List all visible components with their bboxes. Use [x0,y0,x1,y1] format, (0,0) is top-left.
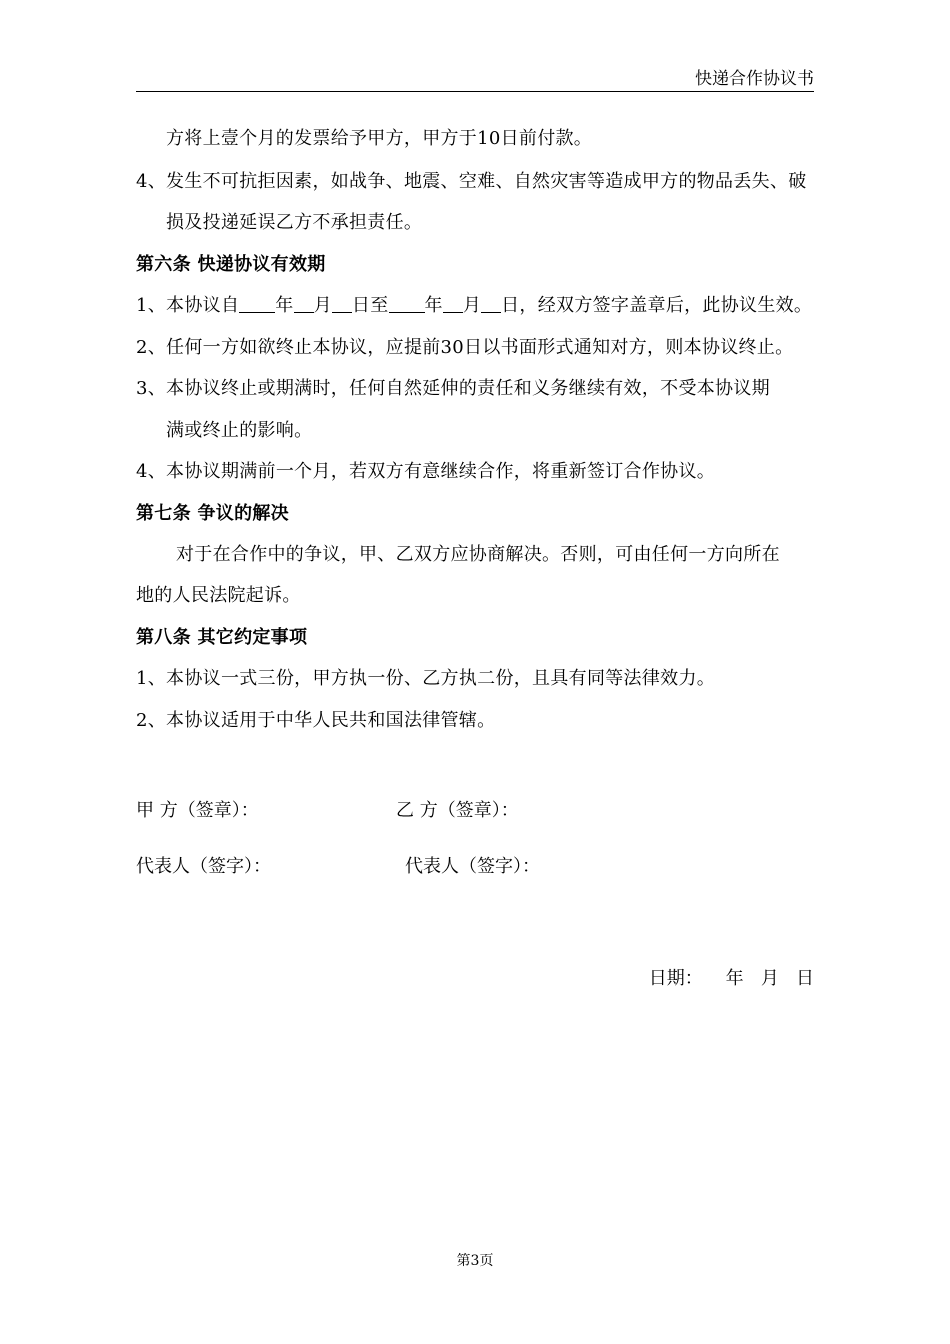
blank-day-end[interactable] [481,295,501,313]
clause-5-4-cont: 损及投递延误乙方不承担责任。 [166,212,423,233]
clause-6-1-g: 日，经双方签字盖章后，此协议生效。 [501,295,813,316]
clause-6-3: 3、本协议终止或期满时，任何自然延伸的责任和义务继续有效，不受本协议期 [136,378,770,399]
clause-6-1-a: 1、本协议自 [136,295,240,316]
clause-6-1-f: 月 [462,295,482,316]
clause-6-1 [136,295,812,317]
blank-month-start[interactable] [294,295,314,313]
clause-6-1-e: 年 [424,295,443,316]
party-a-seal-label: 甲 方（签章）： [136,800,259,821]
section-8-title: 第八条 其它约定事项 [136,627,308,648]
header-rule [136,91,814,92]
section-6-title: 第六条 快递协议有效期 [136,254,326,275]
clause-8-1: 1、本协议一式三份，甲方执一份、乙方执二份，且具有同等法律效力。 [136,668,716,689]
clause-5-4: 4、发生不可抗拒因素，如战争、地震、空难、自然灾害等造成甲方的物品丢失、破 [136,171,807,192]
clause-8-2: 2、本协议适用于中华人民共和国法律管辖。 [136,710,496,731]
paragraph-line: 方将上壹个月的发票给予甲方，甲方于10日前付款。 [166,128,593,149]
section-7-para-cont: 地的人民法院起诉。 [136,585,301,606]
rep-a-sign-label: 代表人（签字）： [136,856,271,877]
section-7-title: 第七条 争议的解决 [136,503,289,524]
header-title: 快递合作协议书 [695,69,814,89]
blank-year-end[interactable] [389,295,425,313]
blank-year-start[interactable] [239,295,275,313]
clause-6-2: 2、任何一方如欲终止本协议，应提前30日以书面形式通知对方，则本协议终止。 [136,337,794,358]
blank-month-end[interactable] [443,295,463,313]
clause-6-3-cont: 满或终止的影响。 [166,420,313,441]
section-7-para: 对于在合作中的争议，甲、乙双方应协商解决。否则，可由任何一方向所在 [176,544,780,565]
party-b-seal-label: 乙 方（签章）： [396,800,519,821]
clause-6-4: 4、本协议期满前一个月，若双方有意继续合作，将重新签订合作协议。 [136,461,716,482]
date-line: 日期： 年 月 日 [648,968,814,989]
clause-6-1-b: 年 [275,295,294,316]
clause-6-1-c: 月 [313,295,332,316]
blank-day-start[interactable] [332,295,352,313]
clause-6-1-d: 日至 [351,295,389,316]
page-number: 第3页 [456,1253,494,1269]
rep-b-sign-label: 代表人（签字）： [405,856,540,877]
